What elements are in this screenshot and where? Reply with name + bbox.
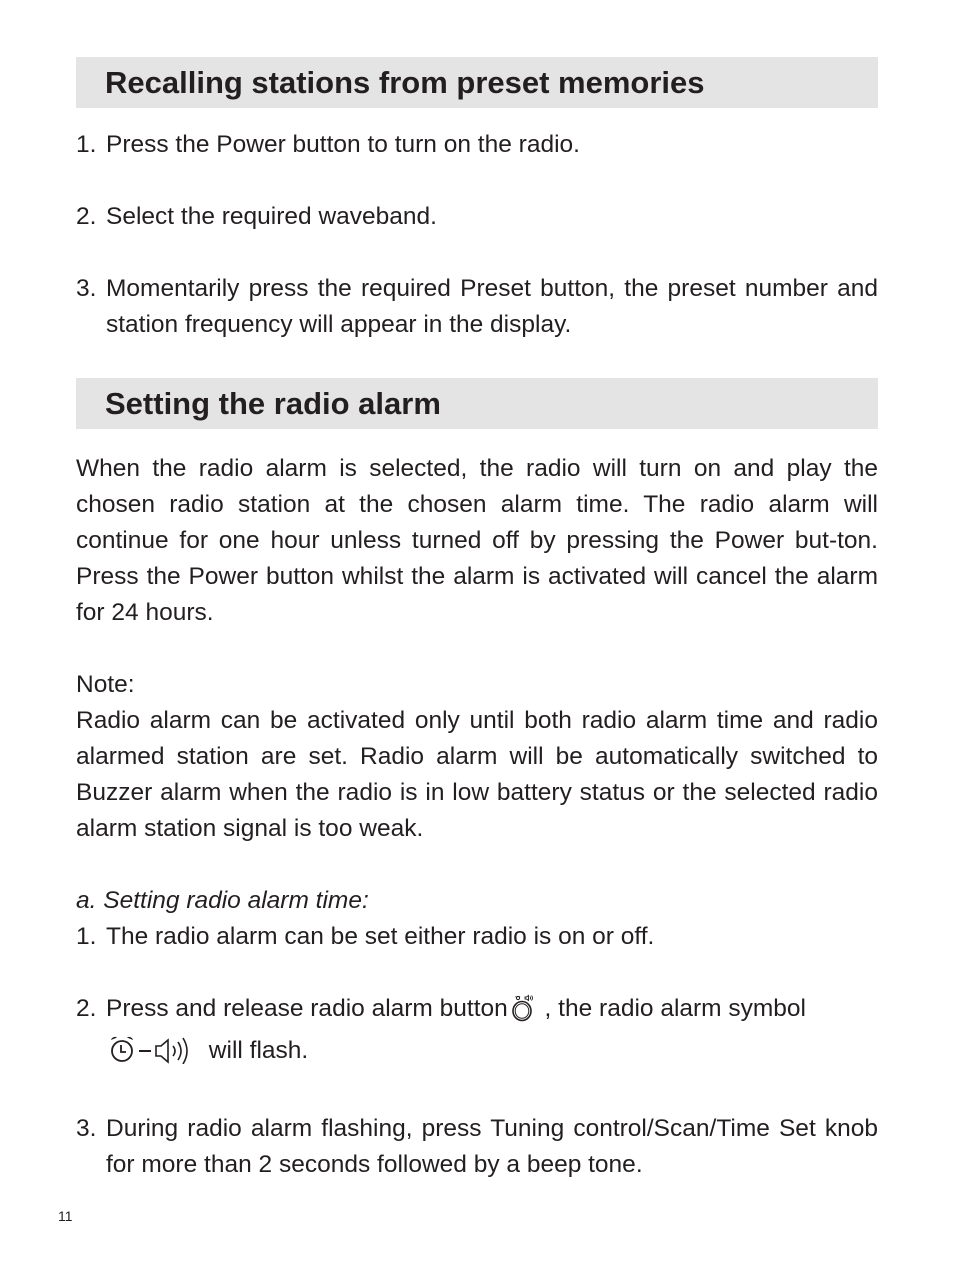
section-title: Setting the radio alarm	[105, 386, 441, 421]
list-number: 3.	[76, 275, 97, 302]
section-header-alarm	[76, 378, 878, 429]
radio-alarm-button-icon	[508, 994, 538, 1033]
subheading: a. Setting radio alarm time:	[76, 887, 369, 914]
page-number: 11	[58, 1208, 73, 1224]
list-number: 1.	[76, 131, 97, 158]
list-text: During radio alarm flashing, press Tuning control/Scan/Time Set knob for more than 2 seconds followed by a beep tone.	[106, 1115, 878, 1178]
list-text: Select the required waveband.	[106, 203, 437, 230]
step-text: Press and release radio alarm button	[106, 995, 508, 1022]
list-text	[106, 991, 878, 1075]
note-paragraph: Radio alarm can be activated only until both radio alarm time and radio alarmed station are set. Radio alarm will be automatically switched to Buzzer alarm when the radio is in low battery status or the selected radio alarm station signal is too weak.	[76, 707, 878, 842]
list-item	[76, 919, 878, 955]
list-text: Press the Power button to turn on the radio.	[106, 131, 580, 158]
section-title: Recalling stations from preset memories	[105, 65, 705, 100]
section-header-recall	[76, 57, 878, 108]
list-number: 3.	[76, 1115, 97, 1142]
note-label: Note:	[76, 671, 135, 698]
step-text: will flash.	[202, 1037, 309, 1064]
list-item	[76, 271, 878, 343]
step-text: , the radio alarm symbol	[537, 995, 806, 1022]
alarm-intro-paragraph: When the radio alarm is selected, the radio will turn on and play the chosen radio station at the chosen alarm time. The radio alarm will continue for one hour unless turned off by pressing the Power but-ton. Press the Power button whilst the alarm is activated will cancel the alarm for 24 hours.	[76, 455, 878, 626]
list-item	[76, 199, 878, 235]
manual-page	[76, 57, 878, 1183]
list-text: The radio alarm can be set either radio is on or off.	[106, 923, 655, 950]
list-item	[76, 127, 878, 163]
radio-alarm-symbol-icon	[106, 1034, 202, 1075]
list-number: 1.	[76, 923, 97, 950]
list-number: 2.	[76, 203, 97, 230]
list-text: Momentarily press the required Preset button, the preset number and station frequency will appear in the display.	[106, 275, 878, 338]
list-item	[76, 991, 878, 1075]
list-item	[76, 1111, 878, 1183]
list-number: 2.	[76, 995, 97, 1022]
